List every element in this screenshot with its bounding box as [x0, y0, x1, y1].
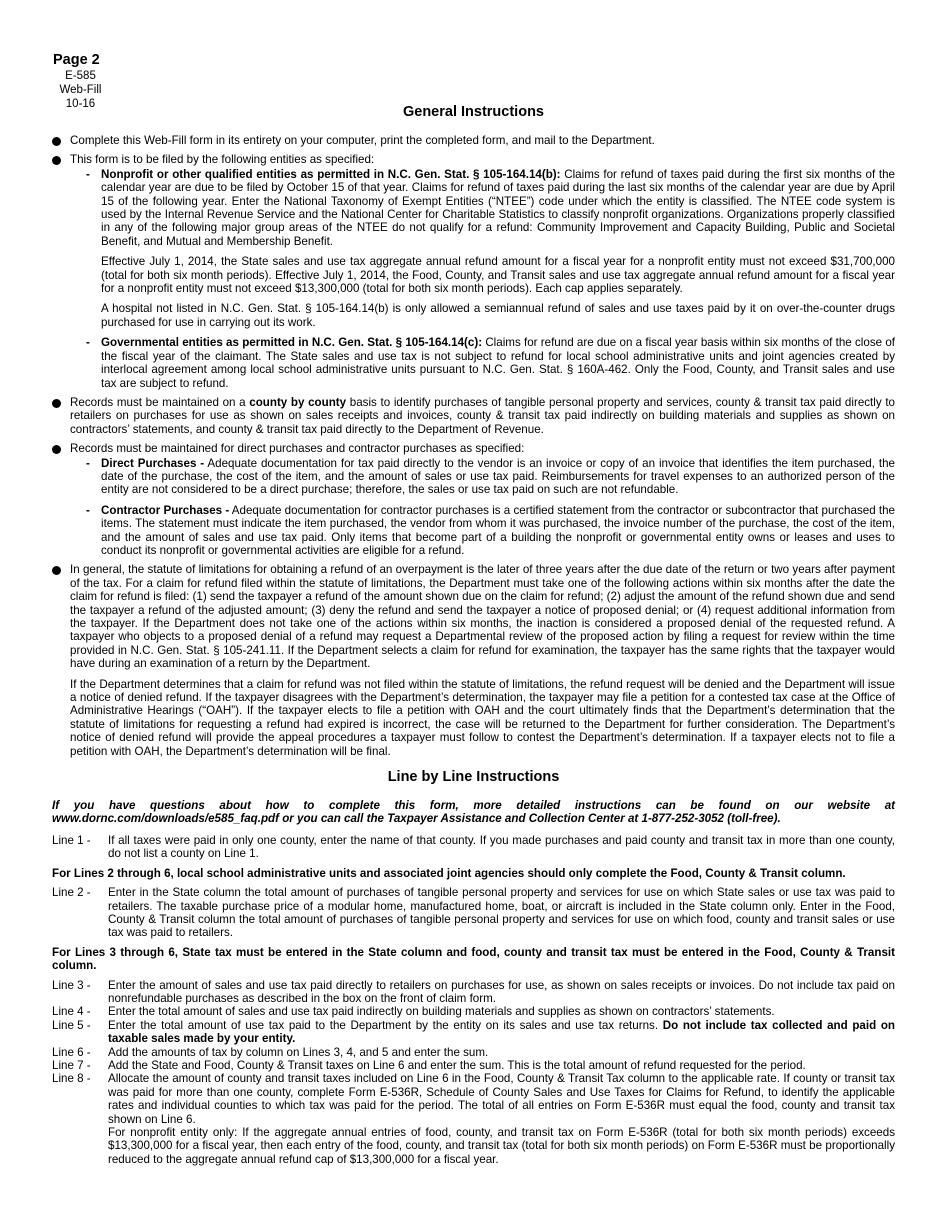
- line-label: Line 8 -: [52, 1072, 91, 1086]
- line-1-instruction: [52, 834, 895, 861]
- refund-cap-text: Effective July 1, 2014, the State sales and use tax aggregate annual refund amount for a fiscal year for a nonprofit entity must not exceed $31,700,000 (total for both six month periods). Effective July 1, 2014, the Food, County, and Transit sales and use tax aggregate annual refund amount for a fiscal year for a nonprofit entity must not exceed $13,300,000 (total for both six month periods). Each cap applies separately.: [101, 255, 895, 296]
- county-by-county-emphasis: county by county: [249, 395, 347, 409]
- bullet-dot-icon: [52, 399, 61, 408]
- line-label: Line 4 -: [52, 1005, 91, 1019]
- line-by-line-title: Line by Line Instructions: [387, 769, 560, 786]
- direct-purchases-text: Adequate documentation for tax paid directly to the vendor is an invoice or copy of an invoice that identifies the item purchased, the date of the purchase, the cost of the item, and the amount of sales or use tax paid. Reimbursements for travel expenses to an authorized person of the entity are not considered to be a direct purchase; therefore, the sales or use tax paid on such are not refundable.: [101, 456, 895, 497]
- contractor-purchases-text: Adequate documentation for contractor purchases is a certified statement from the contractor or subcontractor that purchased the items. The statement must indicate the item purchased, the vendor from whom it was purchased, the invoice number of the purchase, the cost of the item, and the amount of sales and use tax paid. Only items that become part of a building the nonprofit or governmental entity owns or leases and uses to conduct its nonprofit or governmental activities are eligible for a refund.: [101, 503, 895, 557]
- dash-marker: -: [86, 336, 90, 350]
- line-7-instruction: [52, 1059, 895, 1072]
- contractor-purchases-heading: Contractor Purchases -: [101, 503, 230, 517]
- help-note: If you have questions about how to complete this form, more detailed instructions can be found on our website at www.dornc.com/downloads/e585_faq.pdf or you can call the Taxpayer Assistance and Collection Center at 1-877-252-3052 (toll-free).: [52, 799, 895, 826]
- governmental-text: Claims for refund are due on a fiscal year basis within six months of the close of the fiscal year of the claimant. The State sales and use tax is not subject to refund for local school administrative units and joint agencies created by interlocal agreement among local school administrative units pursuant to N.C. Gen. Stat. § 160A-462. Only the Food, County, and Transit sales and use tax are subject to refund.: [101, 336, 895, 390]
- document-body: [52, 103, 895, 1166]
- line-text: Add the amounts of tax by column on Lines 3, 4, and 5 and enter the sum.: [108, 1045, 489, 1059]
- bullet-text: Records must be maintained on a: [70, 395, 250, 409]
- line-label: Line 3 -: [52, 978, 91, 992]
- nonprofit-entities-item: [70, 168, 895, 248]
- bullet-purchase-records: [52, 442, 895, 557]
- line-text: [108, 1072, 895, 1166]
- bullet-text: Complete this Web-Fill form in its entirety on your computer, print the completed form, and mail to the Department.: [70, 134, 655, 147]
- lines-2-6-note: For Lines 2 through 6, local school administrative units and associated joint agencies should only complete the Food, County & Transit column.: [52, 866, 846, 880]
- bullet-text: This form is to be filed by the following entities as specified:: [70, 153, 375, 167]
- bullet-filing-entities: [52, 153, 895, 390]
- bullet-dot-icon: [52, 156, 61, 165]
- line-8-paragraph-1: Allocate the amount of county and transit taxes included on Line 6 in the Food, County & Transit Tax column to the applicable rate. If county or transit tax was paid for more than one county, complete Form E-536R, Schedule of County Sales and Use Taxes for Claims for Refund, to identify the applicable rates and individual counties to which tax was paid for the period. The total of all entries on Form E-536R must equal the food, county and transit tax shown on Line 6.: [108, 1072, 895, 1126]
- governmental-entities-item: [70, 336, 895, 390]
- line-text: Enter the total amount of sales and use tax paid indirectly on building materials and supplies as shown on contractors’ statements.: [108, 1005, 775, 1019]
- page-number: Page 2: [53, 52, 100, 68]
- line-text-emphasis: Do not include tax collected and paid on taxable sales made by your entity.: [108, 1018, 895, 1046]
- line-text: If all taxes were paid in only one county, enter the name of that county. If you made purchases and paid county and transit tax in more than one county, do not list a county on Line 1.: [108, 833, 895, 861]
- nonprofit-text: Claims for refund of taxes paid during the first six months of the calendar year are due to be filed by October 15 of that year. Claims for refund of taxes paid during the last six months of the calendar year are due by April 15 of the following year. Enter the National Taxonomy of Exempt Entities (“NTEE”) code under which the entity is classified. The NTEE code system is used by the Internal Revenue Service and the National Center for Charitable Statistics to classify nonprofit organizations. Organizations properly classified in any of the following major group areas of the NTEE do not qualify for a refund: Community Improvement and Capacity Building, Public and Societal Benefit, and Mutual and Membership Benefit.: [101, 167, 895, 248]
- form-revision: 10-16: [65, 98, 96, 110]
- line-label: Line 7 -: [52, 1058, 91, 1072]
- line-5-instruction: [52, 1019, 895, 1046]
- form-number: E-585: [65, 70, 96, 82]
- direct-purchases-item: [70, 457, 895, 497]
- bullet-text-continued: basis to identify purchases of tangible personal property and services, county & transit tax paid directly to retailers on purchases for use as shown on sales receipts and invoices, county & transit tax paid indirectly on building materials and supplies as shown on contractors’ statements, and county & transit tax paid directly to the Department of Revenue.: [70, 395, 895, 436]
- form-edition: Web-Fill: [59, 84, 102, 96]
- line-4-instruction: [52, 1005, 895, 1018]
- line-label: Line 6 -: [52, 1045, 91, 1059]
- line-8-instruction: [52, 1072, 895, 1166]
- governmental-heading: Governmental entities as permitted in N.C. Gen. Stat. § 105-164.14(c):: [101, 336, 483, 350]
- direct-purchases-heading: Direct Purchases -: [101, 456, 205, 470]
- bullet-dot-icon: [52, 566, 61, 575]
- dash-marker: -: [86, 167, 90, 181]
- line-8-paragraph-2: For nonprofit entity only: If the aggregate annual entries of food, county, and transit tax on Form E-536R (total for both six month periods) exceeds $13,300,000 for a fiscal year, then each entry of the food, county, and transit tax (total for both six month periods) on Form E-536R must be proportionally reduced to the aggregate annual refund cap of $13,300,000 for a fiscal year.: [108, 1126, 895, 1166]
- line-text: [108, 1019, 895, 1046]
- bullet-complete-form: [52, 134, 895, 147]
- statute-paragraph-2: If the Department determines that a claim for refund was not filed within the statute of limitations, the refund request will be denied and the Department will issue a notice of denied refund. If the taxpayer disagrees with the Department’s determination, the taxpayer may file a petition for a contested tax case at the Office of Administrative Hearings (“OAH”). If the taxpayer elects to file a petition with OAH and the court ultimately finds that the Department’s determination that the statute of limitations for requesting a refund had expired is incorrect, the case will be returned to the Department for further consideration. The Department’s notice of denied refund will provide the appeal procedures a taxpayer must follow to contest the Department’s determination. If a taxpayer elects not to file a petition with OAH, the Department’s determination will be final.: [70, 677, 895, 758]
- line-3-instruction: [52, 979, 895, 1006]
- bullet-text: Records must be maintained for direct purchases and contractor purchases as specified:: [70, 442, 525, 456]
- bullet-dot-icon: [52, 445, 61, 454]
- line-2-instruction: [52, 886, 895, 940]
- hospital-text: A hospital not listed in N.C. Gen. Stat. § 105-164.14(b) is only allowed a semiannual refund of sales and use taxes paid by it on over-the-counter drugs purchased for use in carrying out its work.: [101, 302, 895, 329]
- bullet-dot-icon: [52, 137, 61, 146]
- line-text: Add the State and Food, County & Transit taxes on Line 6 and enter the sum. This is the total amount of refund requested for the period.: [108, 1058, 806, 1072]
- dash-marker: -: [86, 456, 90, 470]
- bullet-statute-of-limitations: [52, 563, 895, 758]
- nonprofit-heading: Nonprofit or other qualified entities as permitted in N.C. Gen. Stat. § 105-164.14(b):: [101, 167, 561, 181]
- line-6-instruction: [52, 1046, 895, 1059]
- line-text: Enter in the State column the total amount of purchases of tangible personal property and services for use on which State sales or use tax was paid to retailers. The taxable purchase price of a modular home, manufactured home, boat, or aircraft is included in the State column only. Enter in the Food, County & Transit column the total amount of purchases of tangible personal property and services for use on which food, county and transit sales or use tax was paid to retailers.: [108, 886, 895, 940]
- general-instructions-title: General Instructions: [402, 104, 544, 120]
- line-label: Line 1 -: [52, 833, 91, 847]
- dash-marker: -: [86, 503, 90, 517]
- lines-3-6-note: For Lines 3 through 6, State tax must be entered in the State column and food, county and transit tax must be entered in the Food, County & Transit column.: [52, 945, 895, 973]
- contractor-purchases-item: [70, 504, 895, 558]
- line-label: Line 2 -: [52, 886, 91, 900]
- line-text-plain: Enter the total amount of use tax paid to the Department by the entity on its sales and use tax returns.: [108, 1018, 663, 1032]
- line-text: Enter the amount of sales and use tax paid directly to retailers on purchases for use, as shown on sales receipts or invoices. Do not include tax paid on nonrefundable purchases as described in the box on the front of claim form.: [108, 978, 895, 1005]
- bullet-county-records: [52, 396, 895, 436]
- statute-paragraph-1: In general, the statute of limitations for obtaining a refund of an overpayment is the later of three years after the due date of the return or two years after payment of the tax. For a claim for refund filed within the statute of limitations, the Department must take one of the following actions within six months after the date the claim for refund is filed: (1) send the taxpayer a refund of the amount shown due on the claim for refund; (2) adjust the amount of the refund shown due and send the taxpayer a refund of the adjusted amount; (3) deny the refund and send the taxpayer a notice of proposed denial; or (4) request additional information from the taxpayer. If the Department does not take one of the actions within six months, the inaction is considered a proposed denial of the requested refund. A taxpayer who objects to a proposed denial of a refund may request a Departmental review of the proposed action by filing a request for review within the time provided in N.C. Gen. Stat. § 105-241.11. If the Department selects a claim for refund for examination, the taxpayer has the same rights that the taxpayer would have during an examination of a return by the Department.: [70, 563, 895, 671]
- line-label: Line 5 -: [52, 1018, 91, 1032]
